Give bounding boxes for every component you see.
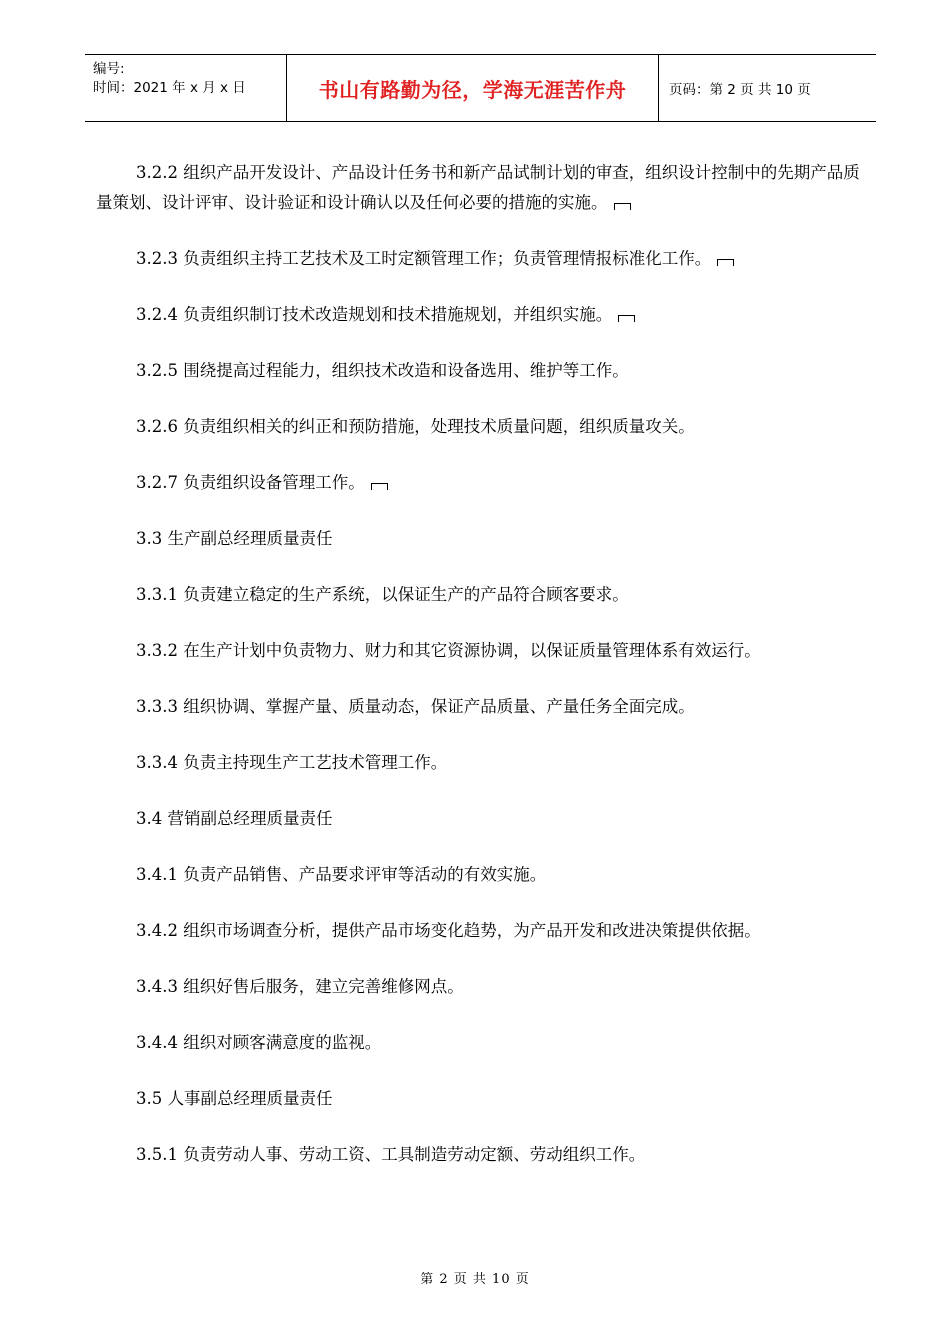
paragraph-text: 3.4.4 组织对顾客满意度的监视。 [136,1033,382,1052]
page-header [85,54,876,122]
paragraph [96,972,876,1002]
paragraph [96,860,876,890]
revision-mark-icon [717,259,734,266]
paragraph [96,636,876,666]
paragraph [96,412,876,442]
footer-page-number: 第 2 页 共 10 页 [420,1272,530,1287]
paragraph [96,1084,876,1114]
paragraph-text: 3.5 人事副总经理质量责任 [136,1089,333,1108]
paragraph-text: 3.3.3 组织协调、掌握产量、质量动态，保证产品质量、产量任务全面完成。 [136,697,695,716]
revision-mark-icon [371,483,388,490]
paragraph [96,300,876,330]
paragraph-text: 3.4.3 组织好售后服务，建立完善维修网点。 [136,977,464,996]
paragraph [96,244,876,274]
paragraph-text: 3.4.1 负责产品销售、产品要求评审等活动的有效实施。 [136,865,547,884]
header-motto: 书山有路勤为径，学海无涯苦作舟 [318,77,627,102]
paragraph [96,748,876,778]
paragraph [96,524,876,554]
paragraph-text: 3.2.5 围绕提高过程能力，组织技术改造和设备选用、维护等工作。 [136,361,629,380]
paragraph-text: 3.3.2 在生产计划中负责物力、财力和其它资源协调，以保证质量管理体系有效运行。 [136,641,761,660]
paragraph [96,804,876,834]
paragraph-text: 3.3.1 负责建立稳定的生产系统，以保证生产的产品符合顾客要求。 [136,585,629,604]
number-label: 编号: [93,61,125,77]
time-label: 时间：2021 年 x 月 x 日 [93,80,246,96]
paragraph-text: 3.4 营销副总经理质量责任 [136,809,333,828]
paragraph [96,356,876,386]
header-page-info: 页码：第 2 页 共 10 页 [669,82,811,98]
paragraph [96,1140,876,1170]
paragraph-text: 3.3 生产副总经理质量责任 [136,529,333,548]
document-body [96,158,876,1196]
paragraph-text: 3.2.6 负责组织相关的纠正和预防措施，处理技术质量问题，组织质量攻关。 [136,417,695,436]
paragraph-text: 3.2.7 负责组织设备管理工作。 [136,473,365,492]
paragraph [96,580,876,610]
paragraph-text: 3.4.2 组织市场调查分析，提供产品市场变化趋势，为产品开发和改进决策提供依据。 [136,921,761,940]
revision-mark-icon [614,203,631,210]
paragraph [96,158,876,218]
header-meta [85,55,287,121]
header-motto-cell [287,55,659,121]
paragraph-text: 3.2.4 负责组织制订技术改造规划和技术措施规划，并组织实施。 [136,305,613,324]
page-footer [0,1268,950,1287]
header-page-cell [659,55,876,121]
paragraph [96,468,876,498]
paragraph [96,1028,876,1058]
paragraph [96,692,876,722]
paragraph-text: 3.5.1 负责劳动人事、劳动工资、工具制造劳动定额、劳动组织工作。 [136,1145,646,1164]
revision-mark-icon [618,315,635,322]
paragraph-text: 3.2.3 负责组织主持工艺技术及工时定额管理工作；负责管理情报标准化工作。 [136,249,712,268]
paragraph [96,916,876,946]
paragraph-text: 3.3.4 负责主持现生产工艺技术管理工作。 [136,753,448,772]
paragraph-text: 3.2.2 组织产品开发设计、产品设计任务书和新产品试制计划的审查，组织设计控制中的先期产品质量策划、设计评审、设计验证和设计确认以及任何必要的措施的实施。 [96,163,860,212]
